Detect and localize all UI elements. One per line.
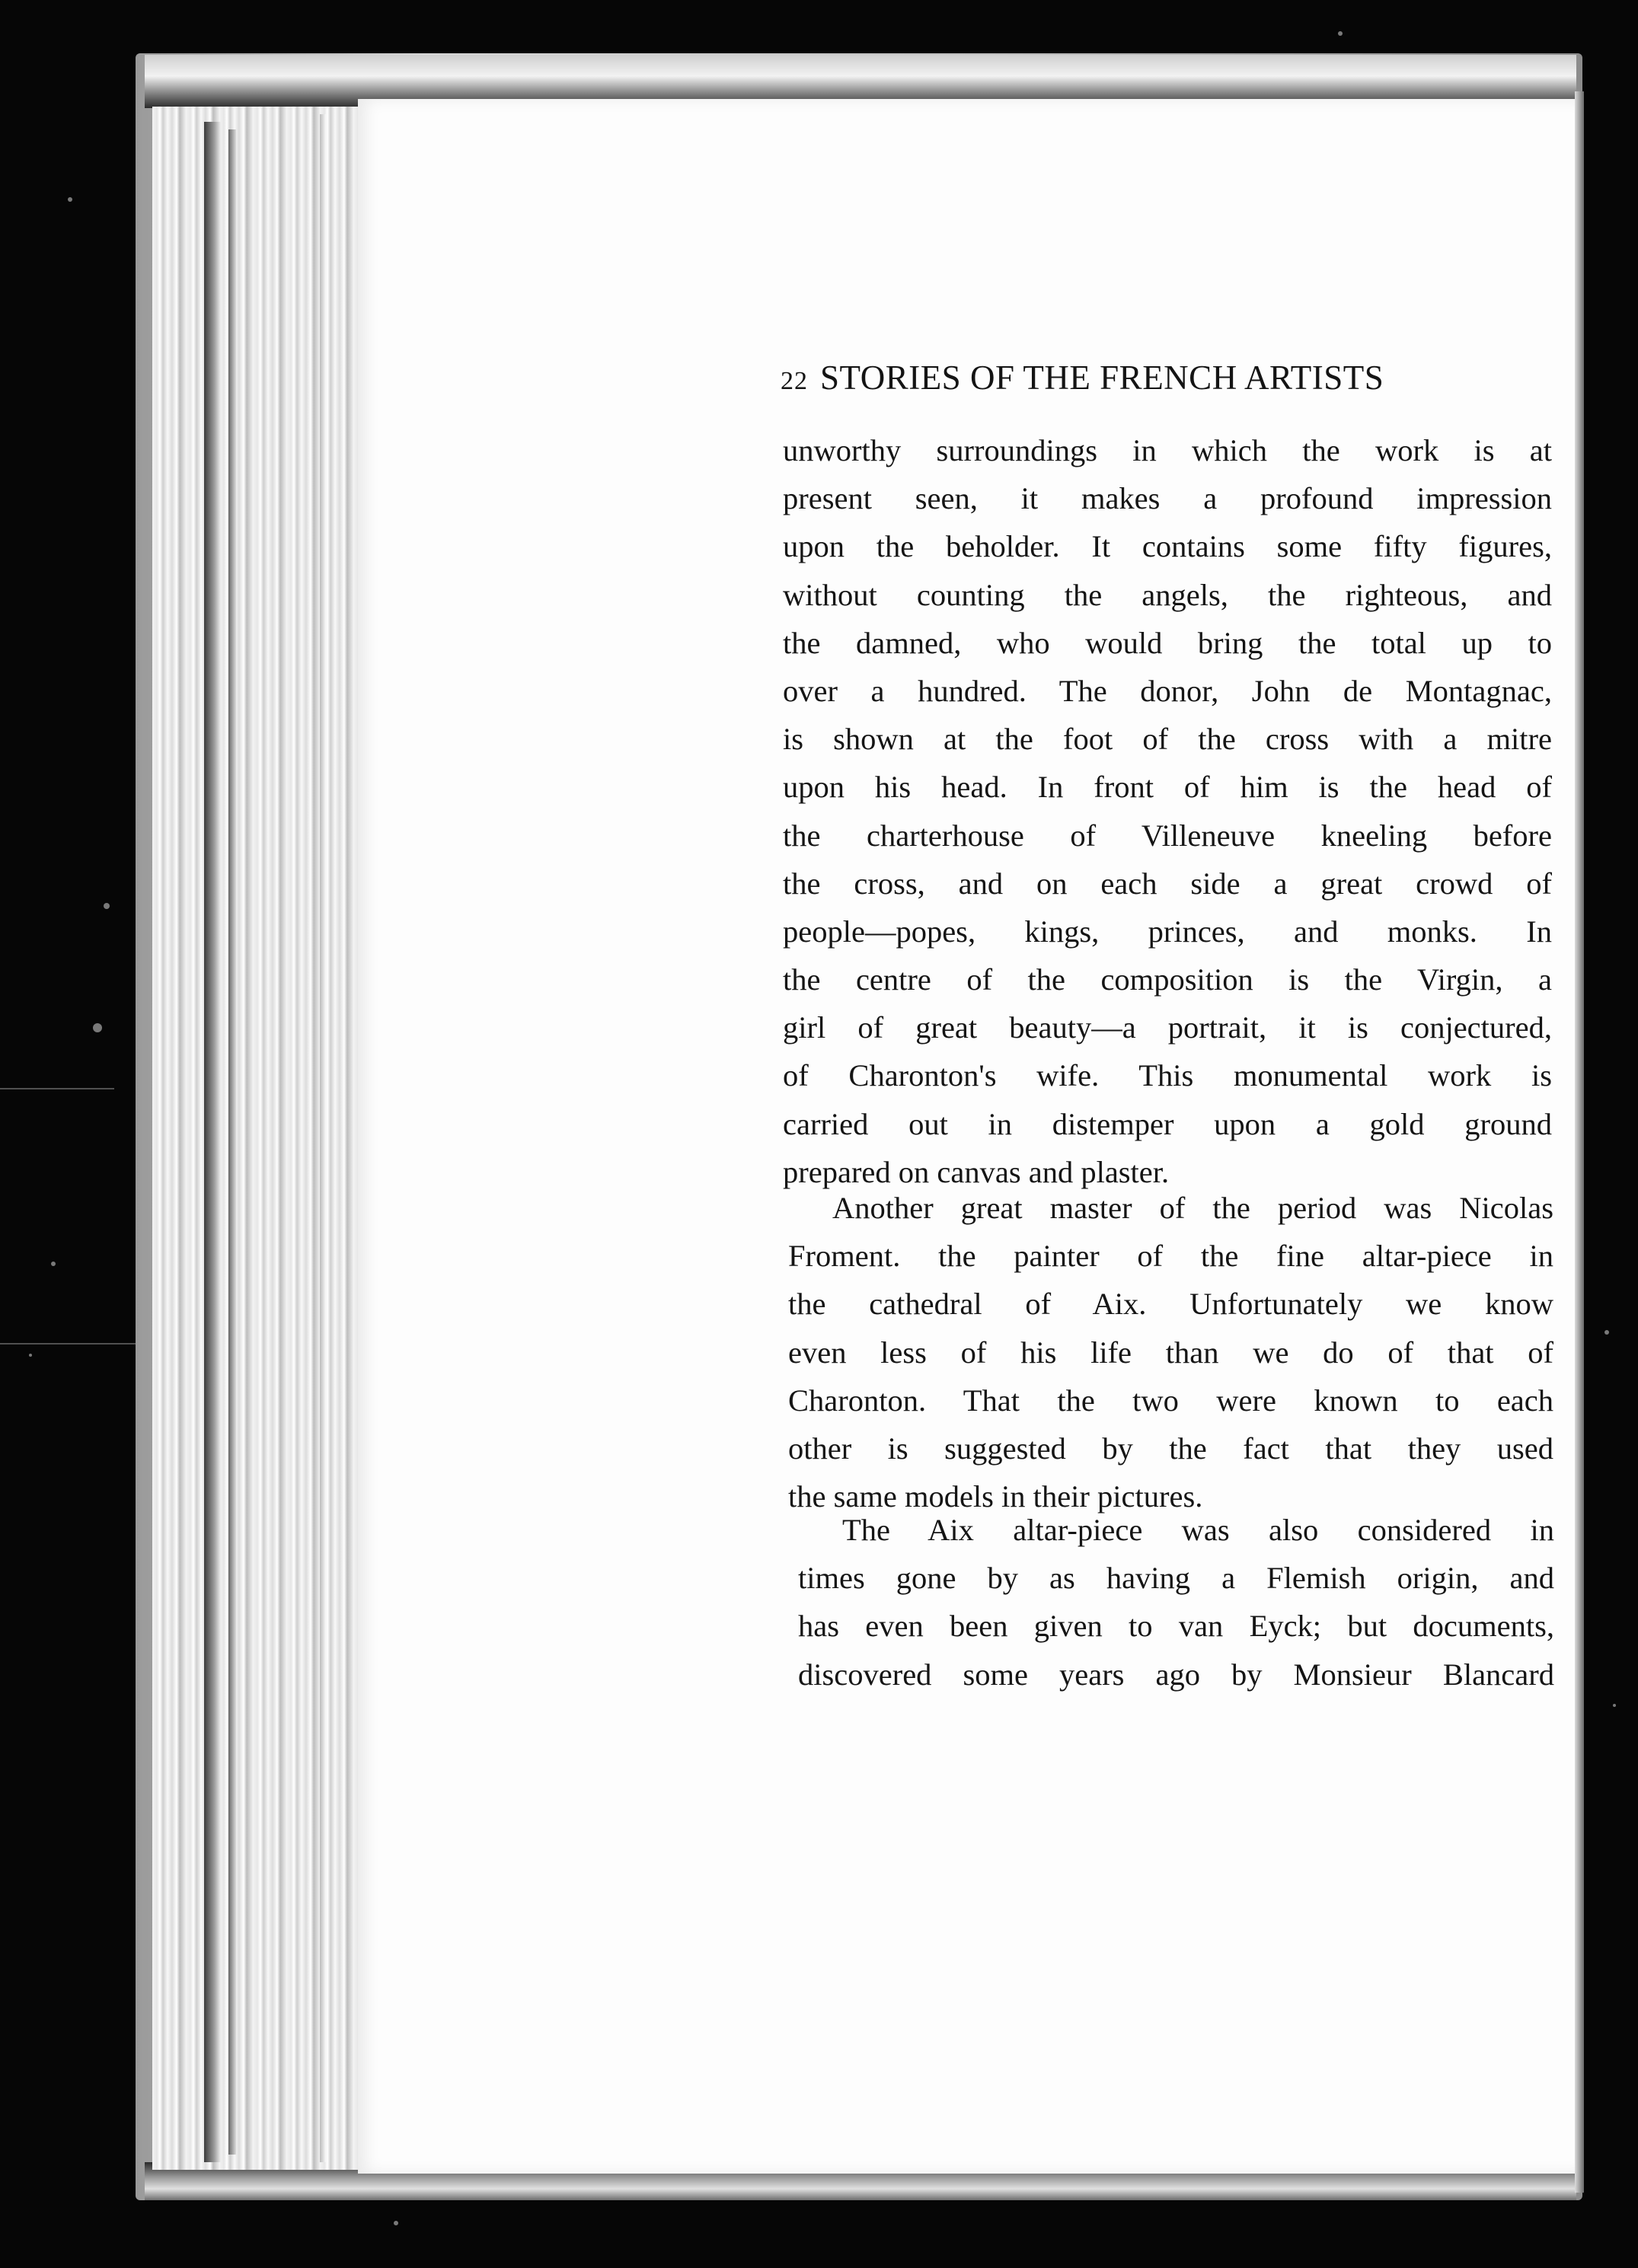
text-line: discovered some years ago by Monsieur Blancard — [798, 1657, 1554, 1692]
text-line: upon the beholder. It contains some fifty figures, — [783, 529, 1552, 564]
text-line: the same models in their pictures. — [788, 1479, 1203, 1514]
text-line: the cross, and on each side a great crowd of — [783, 866, 1552, 901]
text-line: the cathedral of Aix. Unfortunately we know — [788, 1287, 1553, 1322]
text-line: prepared on canvas and plaster. — [783, 1154, 1170, 1189]
text-line: of Charonton's wife. This monumental work is — [783, 1058, 1552, 1093]
paragraph-2 — [788, 1184, 1553, 1520]
text-line: other is suggested by the fact that they used — [788, 1431, 1553, 1466]
paragraph-1 — [783, 426, 1552, 1196]
text-line: upon his head. In front of him is the head of — [783, 770, 1552, 805]
text-line: Another great master of the period was Nicolas — [832, 1191, 1553, 1225]
text-line: the damned, who would bring the total up to — [783, 625, 1552, 660]
gutter-shadow — [320, 114, 326, 2162]
text-line: Charonton. That the two were known to each — [788, 1383, 1553, 1418]
paragraph-3 — [798, 1506, 1554, 1699]
text-line: unworthy surroundings in which the work is at — [783, 433, 1552, 467]
text-line: even less of his life than we do of that of — [788, 1335, 1553, 1370]
text-line: people—popes, kings, princes, and monks. In — [783, 914, 1552, 949]
text-line: The Aix altar-piece was also considered in — [842, 1513, 1554, 1547]
text-line: times gone by as having a Flemish origin, and — [798, 1561, 1554, 1596]
text-line: the charterhouse of Villeneuve kneeling before — [783, 818, 1552, 853]
page-right-edge — [1575, 91, 1584, 2193]
text-line: girl of great beauty—a portrait, it is conjectured, — [783, 1010, 1552, 1045]
running-head — [781, 356, 1542, 399]
text-line: without counting the angels, the righteous, and — [783, 577, 1552, 612]
text-line: has even been given to van Eyck; but documents, — [798, 1609, 1554, 1644]
text-line: present seen, it makes a profound impression — [783, 481, 1552, 516]
text-line: the centre of the composition is the Virgin, a — [783, 962, 1552, 997]
page-block-edges — [152, 107, 381, 2170]
text-line: Froment. the painter of the fine altar-piece in — [788, 1239, 1553, 1274]
text-line: is shown at the foot of the cross with a mitre — [783, 722, 1552, 757]
text-line: over a hundred. The donor, John de Montagnac, — [783, 673, 1552, 708]
gutter-shadow — [204, 122, 221, 2162]
text-line: carried out in distemper upon a gold ground — [783, 1106, 1552, 1141]
page-number: 22 — [781, 367, 808, 395]
running-title: STORIES OF THE FRENCH ARTISTS — [820, 359, 1384, 397]
gutter-shadow — [228, 129, 236, 2155]
